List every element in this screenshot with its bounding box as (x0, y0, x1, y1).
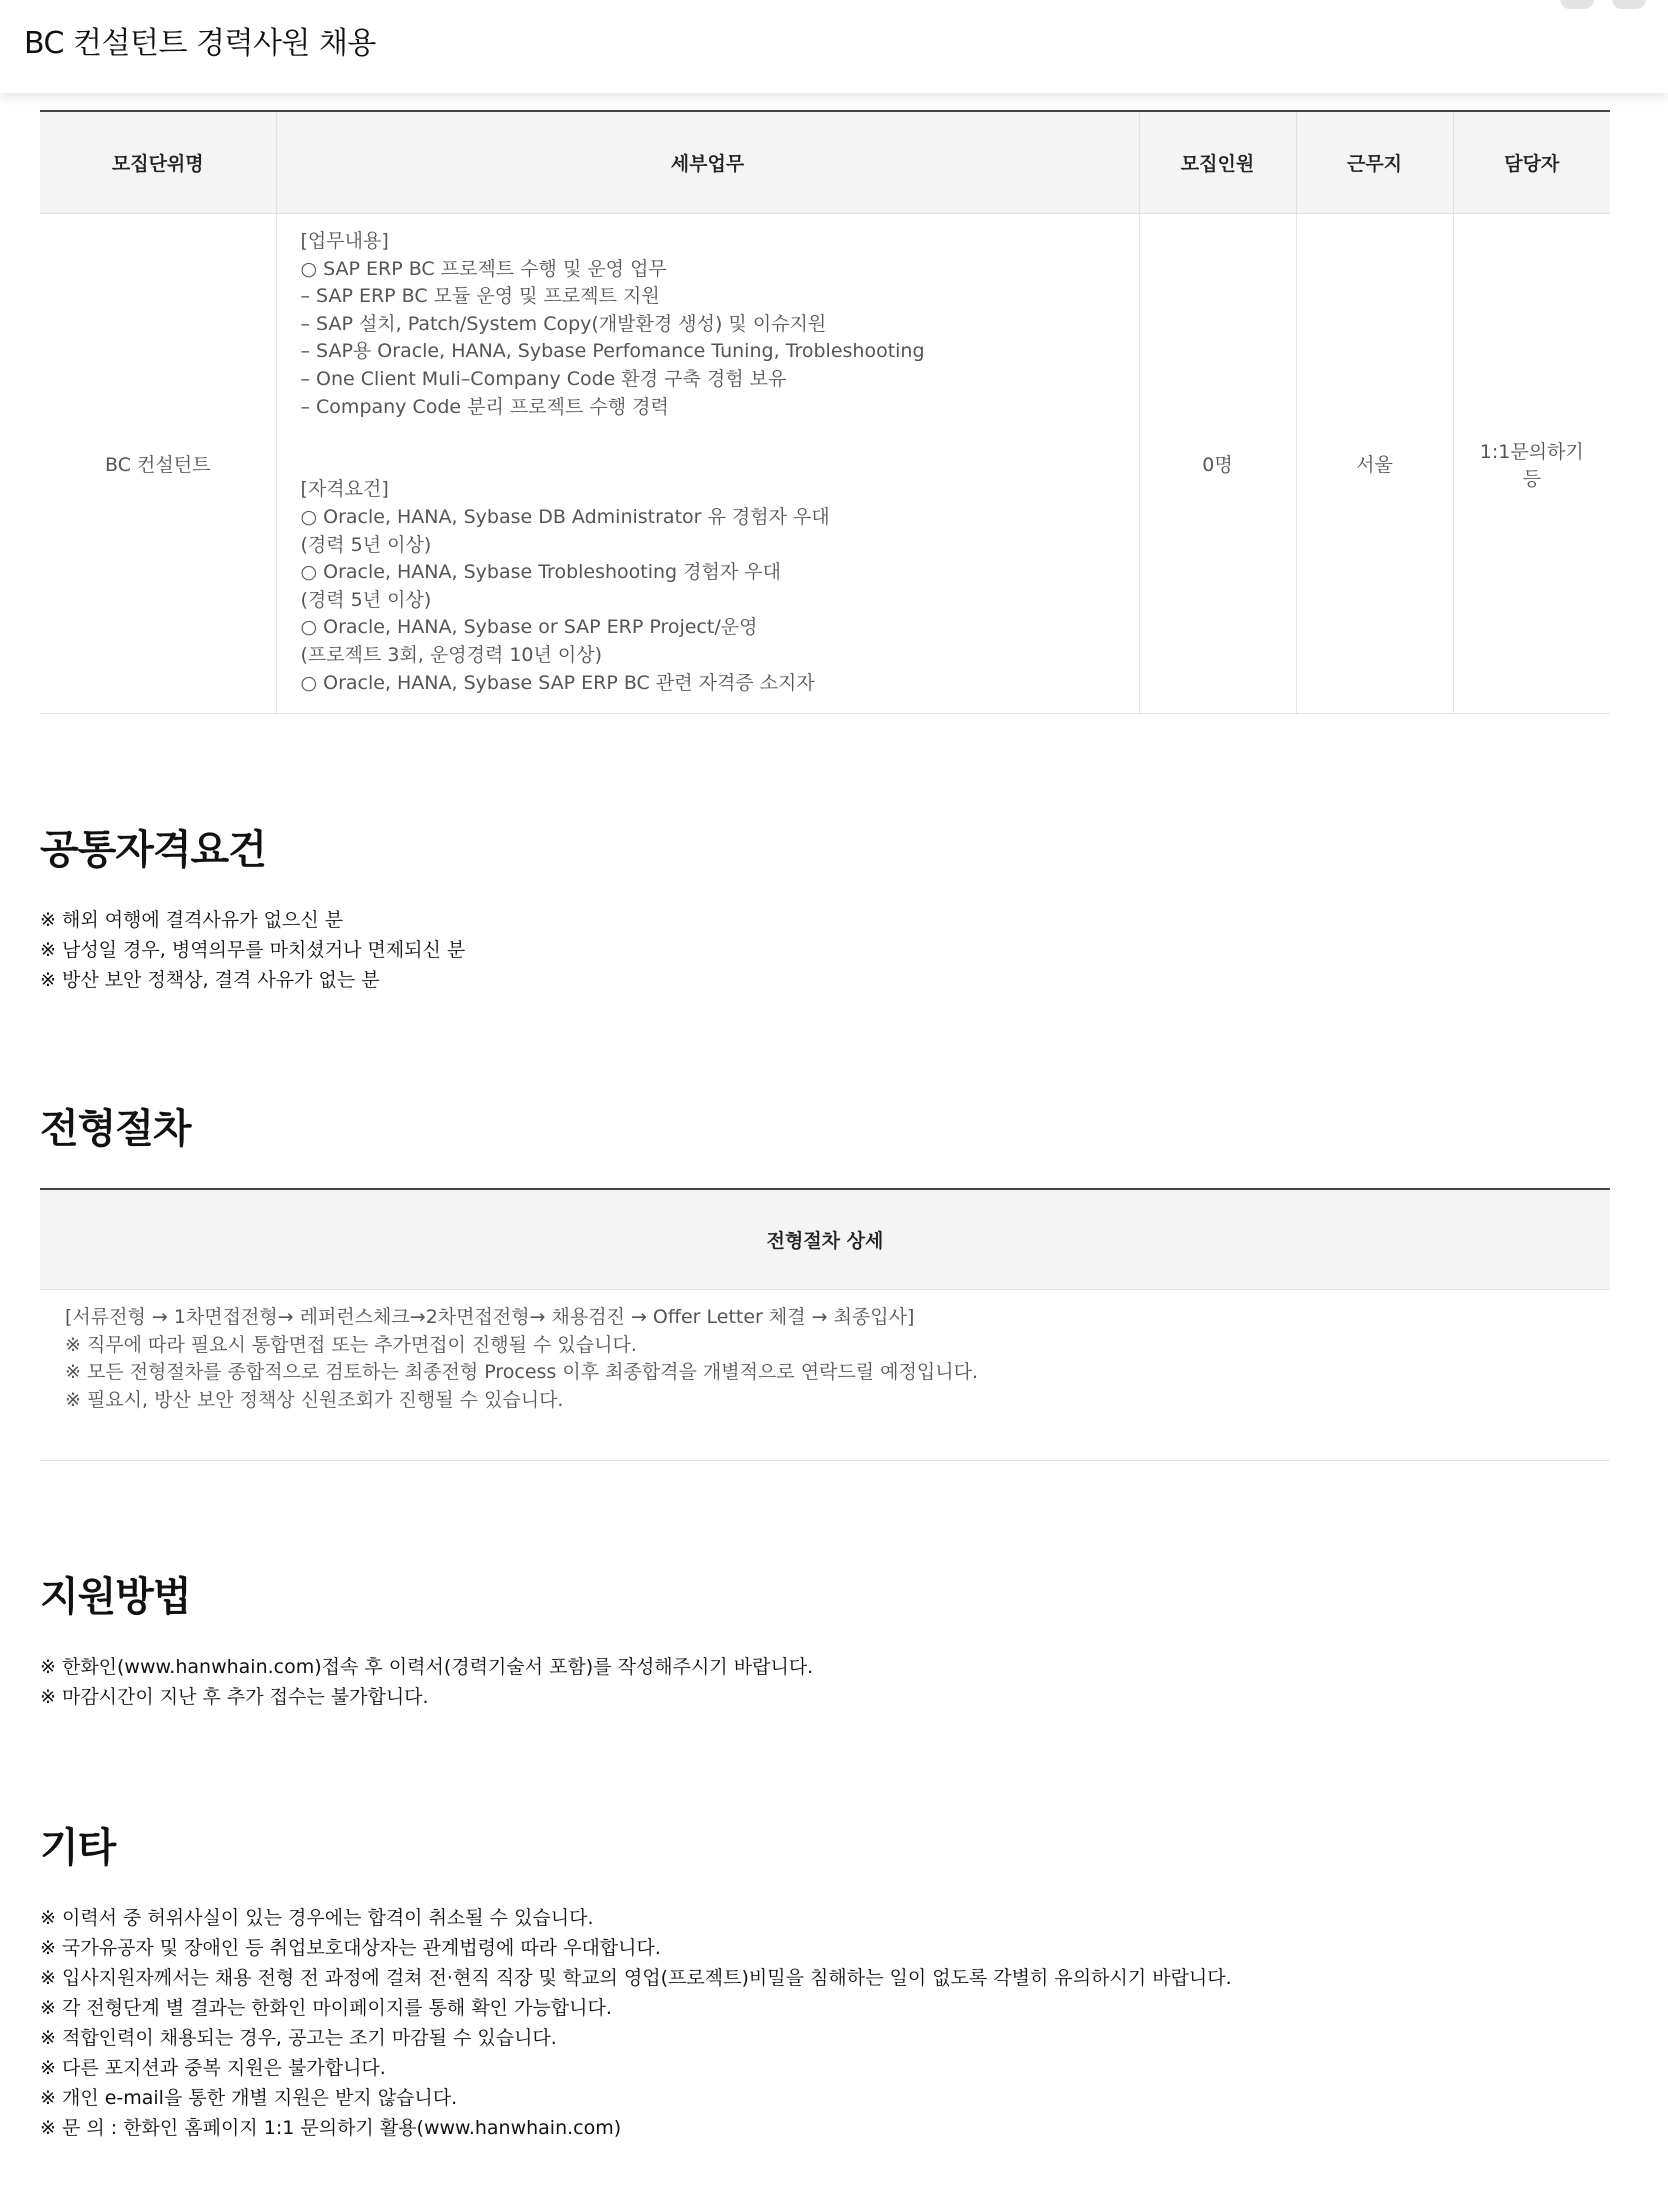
list-item: ※ 마감시간이 지난 후 추가 접수는 불가합니다. (40, 1686, 429, 1709)
col-header-location: 근무지 (1296, 111, 1453, 214)
process-details (40, 1290, 1610, 1460)
top-header-bar (0, 0, 1668, 93)
list-item: ※ 개인 e-mail을 통한 개별 지원은 받지 않습니다. (40, 2087, 458, 2110)
etc-heading: 기타 (40, 1825, 116, 1872)
process-table-header: 전형절차 상세 (40, 1190, 1610, 1290)
process-line: ※ 직무에 따라 필요시 통합면접 또는 추가면접이 진행될 수 있습니다. (65, 1333, 637, 1356)
qual-line: (경력 5년 이상) (300, 588, 432, 611)
process-line: ※ 필요시, 방산 보안 정책상 신원조회가 진행될 수 있습니다. (65, 1388, 564, 1411)
duty-line: – Company Code 분리 프로젝트 수행 경력 (300, 395, 669, 418)
unit-name-cell: BC 컨설턴트 (40, 214, 276, 714)
list-item: ※ 해외 여행에 결격사유가 없으신 분 (40, 909, 344, 932)
contact-line: 등 (1522, 467, 1541, 490)
process-table (40, 1188, 1610, 1461)
qual-line: ○ Oracle, HANA, Sybase or SAP ERP Project/운영 (300, 616, 758, 639)
duty-line: – SAP 설치, Patch/System Copy(개발환경 생성) 및 이슈지원 (300, 312, 827, 335)
headcount-cell: 0명 (1139, 214, 1296, 714)
list-item: ※ 한화인(www.hanwhain.com)접속 후 이력서(경력기술서 포함)를 작성해주시기 바랍니다. (40, 1656, 814, 1679)
contact-cell (1453, 214, 1610, 714)
positions-table (40, 110, 1610, 714)
list-item: ※ 이력서 중 허위사실이 있는 경우에는 합격이 취소될 수 있습니다. (40, 1907, 594, 1930)
duties-heading: [업무내용] (300, 230, 389, 252)
duty-line: ○ SAP ERP BC 프로젝트 수행 및 운영 업무 (300, 257, 667, 280)
location-cell: 서울 (1296, 214, 1453, 714)
application-method-heading: 지원방법 (40, 1574, 191, 1621)
etc-list (40, 1903, 1610, 2143)
qual-line: ○ Oracle, HANA, Sybase SAP ERP BC 관련 자격증 소지자 (300, 671, 815, 694)
list-item: ※ 남성일 경우, 병역의무를 마치셨거나 면제되신 분 (40, 939, 466, 962)
duties-cell (276, 214, 1139, 714)
list-item: ※ 입사지원자께서는 채용 전형 전 과정에 걸쳐 전·현직 직장 및 학교의 영업(프로젝트)비밀을 침해하는 일이 없도록 각별히 유의하시기 바랍니다. (40, 1967, 1232, 1990)
application-method-list (40, 1652, 1610, 1712)
col-header-headcount: 모집인원 (1139, 111, 1296, 214)
contact-line: 1:1문의하기 (1479, 440, 1584, 463)
col-header-duties: 세부업무 (276, 111, 1139, 214)
duty-line: – SAP용 Oracle, HANA, Sybase Perfomance Tuning, Trobleshooting (300, 340, 925, 363)
positions-table-header-row (40, 111, 1610, 214)
list-item: ※ 적합인력이 채용되는 경우, 공고는 조기 마감될 수 있습니다. (40, 2027, 557, 2050)
process-line: ※ 모든 전형절차를 종합적으로 검토하는 최종전형 Process 이후 최종합격을 개별적으로 연락드릴 예정입니다. (65, 1361, 978, 1384)
header-action-button[interactable] (1612, 0, 1646, 9)
col-header-unit: 모집단위명 (40, 111, 276, 214)
process-heading: 전형절차 (40, 1106, 191, 1153)
qual-line: ○ Oracle, HANA, Sybase Trobleshooting 경험자 우대 (300, 561, 781, 584)
qual-line: (경력 5년 이상) (300, 533, 432, 556)
common-requirements-heading: 공통자격요건 (40, 827, 266, 874)
qual-line: (프로젝트 3회, 운영경력 10년 이상) (300, 643, 603, 666)
duty-line: – One Client Muli–Company Code 환경 구축 경험 보유 (300, 367, 787, 390)
quals-heading: [자격요건] (300, 478, 389, 501)
page-title: BC 컨설턴트 경력사원 채용 (24, 26, 376, 61)
col-header-contact: 담당자 (1453, 111, 1610, 214)
qual-line: ○ Oracle, HANA, Sybase DB Administrator 유 경험자 우대 (300, 505, 830, 528)
table-row (40, 214, 1610, 714)
header-action-button[interactable] (1560, 0, 1594, 9)
duty-line: – SAP ERP BC 모듈 운영 및 프로젝트 지원 (300, 285, 660, 308)
job-posting-content (40, 110, 1610, 2143)
list-item: ※ 문 의 : 한화인 홈페이지 1:1 문의하기 활용(www.hanwhain.com) (40, 2117, 622, 2140)
list-item: ※ 방산 보안 정책상, 결격 사유가 없는 분 (40, 969, 380, 992)
header-corner-buttons (1542, 0, 1646, 13)
list-item: ※ 국가유공자 및 장애인 등 취업보호대상자는 관계법령에 따라 우대합니다. (40, 1937, 661, 1960)
common-requirements-list (40, 905, 1610, 995)
process-line: [서류전형 → 1차면접전형→ 레퍼런스체크→2차면접전형→ 채용검진 → Offer Letter 체결 → 최종입사] (65, 1306, 915, 1329)
list-item: ※ 각 전형단계 별 결과는 한화인 마이페이지를 통해 확인 가능합니다. (40, 1997, 612, 2020)
list-item: ※ 다른 포지션과 중복 지원은 불가합니다. (40, 2057, 386, 2080)
